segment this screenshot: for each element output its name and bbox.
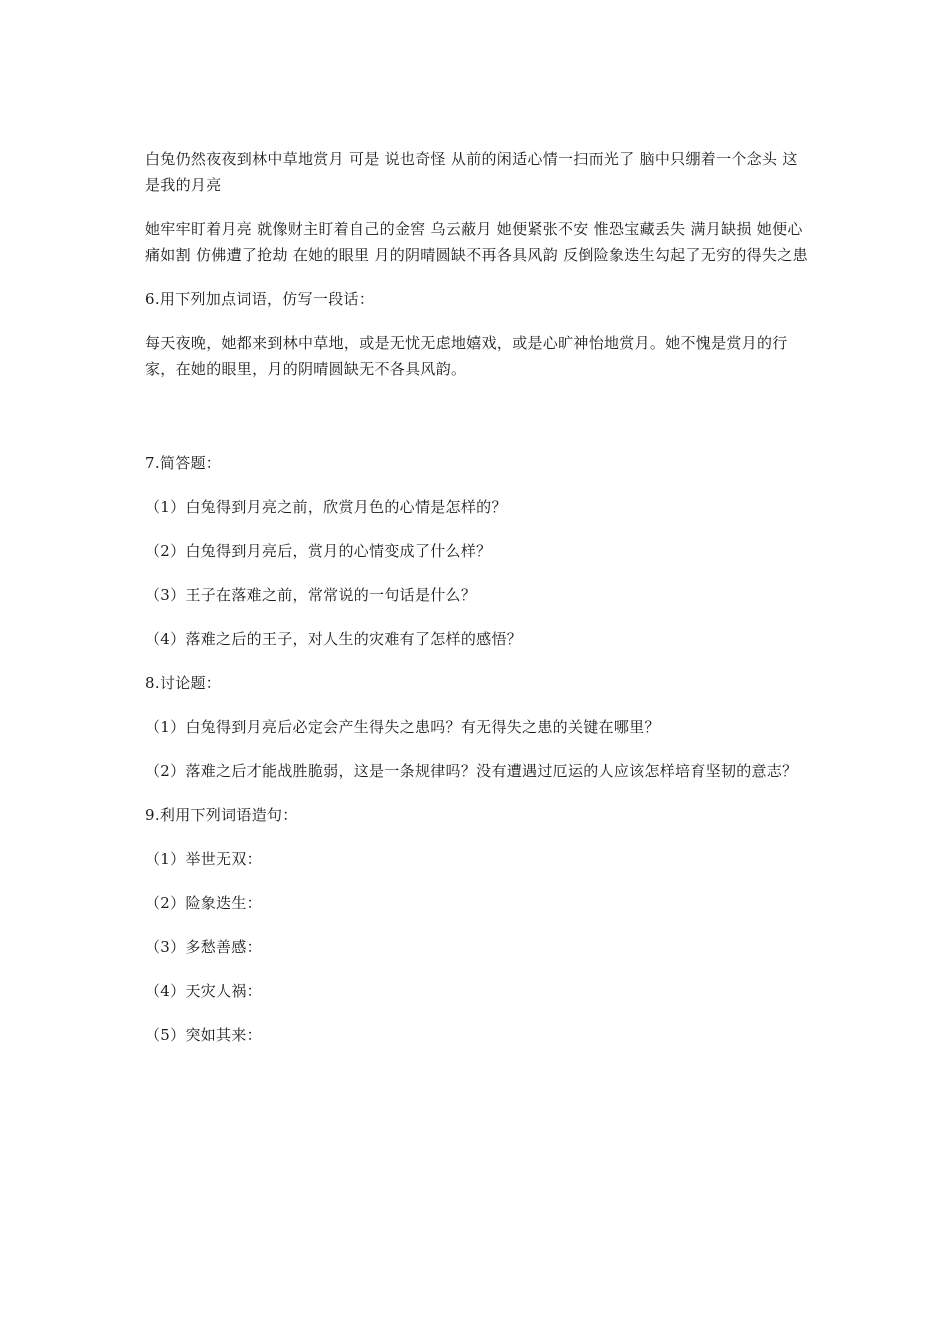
question-8-item-1: （1）白兔得到月亮后必定会产生得失之患吗？有无得失之患的关键在哪里？: [145, 718, 660, 736]
question-6-title: 6.用下列加点词语，仿写一段话：: [145, 290, 375, 308]
question-7-item-2: （2）白兔得到月亮后，赏月的心情变成了什么样？: [145, 542, 492, 560]
story-paragraph-1: 白兔仍然夜夜到林中草地赏月 可是 说也奇怪 从前的闲适心情一扫而光了 脑中只绷着一个念头 这是我的月亮: [145, 150, 798, 194]
question-7-item-4: （4）落难之后的王子，对人生的灾难有了怎样的感悟？: [145, 630, 523, 648]
question-8-item-2: （2）落难之后才能战胜脆弱，这是一条规律吗？没有遭遇过厄运的人应该怎样培育坚韧的意志？: [145, 762, 798, 780]
question-9-item-4: （4）天灾人祸：: [145, 982, 262, 1000]
question-9-item-2: （2）险象迭生：: [145, 894, 262, 912]
question-9-item-3: （3）多愁善感：: [145, 938, 262, 956]
question-6-text: 每天夜晚，她都来到林中草地，或是无忧无虑地嬉戏，或是心旷神怡地赏月。她不愧是赏月的行家，在她的眼里，月的阴晴圆缺无不各具风韵。: [145, 334, 788, 378]
question-8-title: 8.讨论题：: [145, 674, 222, 692]
story-paragraph-2: 她牢牢盯着月亮 就像财主盯着自己的金窖 乌云蔽月 她便紧张不安 惟恐宝藏丢失 满月缺损 她便心痛如割 仿佛遭了抢劫 在她的眼里 月的阴晴圆缺不再各具风韵 反倒险象迭生勾起了无穷的得失之患: [145, 220, 808, 264]
question-9-item-1: （1）举世无双：: [145, 850, 262, 868]
question-7-title: 7.简答题：: [145, 454, 222, 472]
question-9-item-5: （5）突如其来：: [145, 1026, 262, 1044]
question-9-title: 9.利用下列词语造句：: [145, 806, 298, 824]
question-7-item-1: （1）白兔得到月亮之前，欣赏月色的心情是怎样的？: [145, 498, 507, 516]
question-7-item-3: （3）王子在落难之前，常常说的一句话是什么？: [145, 586, 477, 604]
document-page: [145, 146, 810, 1048]
